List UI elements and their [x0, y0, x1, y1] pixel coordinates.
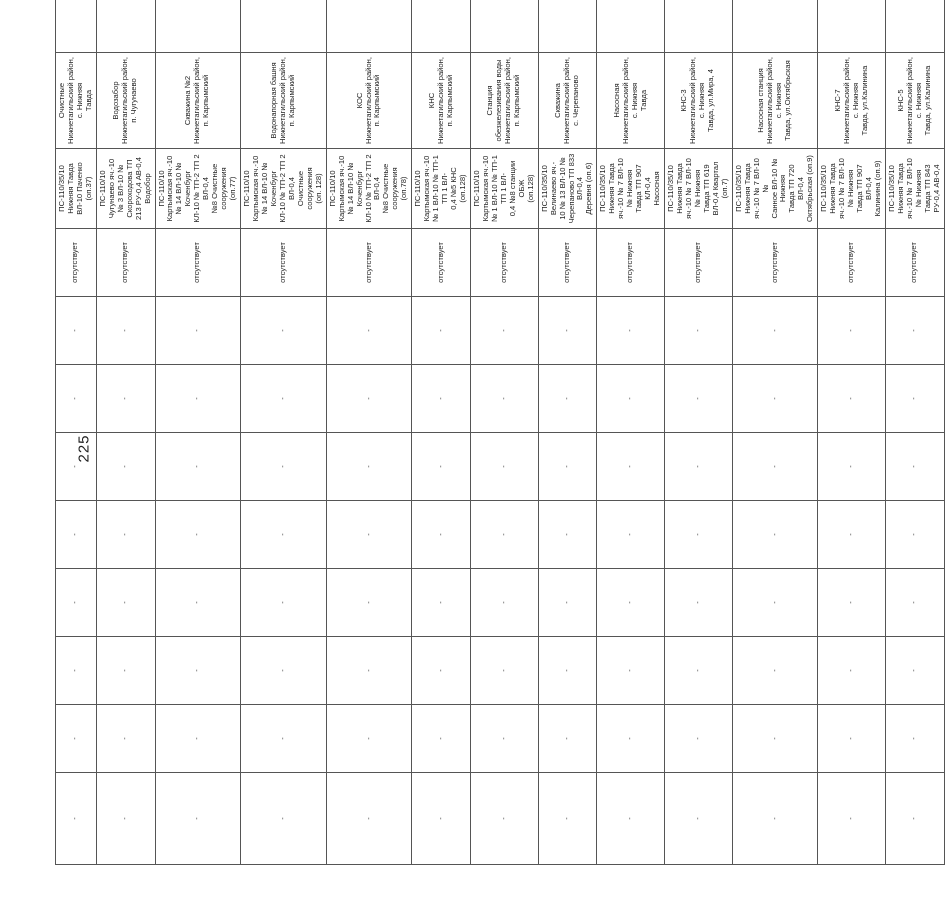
supply-source-cell: ПС-110/10 Картымская яч.-10 № 1 ВЛ-10 № ТП-1 ТП 1 ВЛ- 0,4 №8 станции ОБЖ (оп.128)	[470, 149, 538, 229]
status-cell: отсутствует	[96, 229, 155, 297]
dash-cell: -	[326, 501, 412, 569]
status-cell: отсутствует	[470, 229, 538, 297]
object-cell: Насосная станция Нижнетагильский район, с. Нижняя Тавда, ул.Октябрьская	[732, 53, 818, 149]
dash-cell: -	[597, 501, 665, 569]
table-row	[241, 0, 327, 865]
margin-cell	[597, 0, 665, 53]
dash-cell: -	[412, 569, 471, 637]
supply-source-cell: ПС-110/10 Картымская яч.-10 № 14 ВЛ-10 № Коченбург КЛ-10 № ТП-2 ТП 2 ВЛ-0,4 №8 Очистные сооружения (оп.77)	[155, 149, 241, 229]
dash-cell: -	[241, 705, 327, 773]
table-row	[732, 0, 818, 865]
dash-cell: -	[538, 569, 597, 637]
dash-cell: -	[56, 637, 97, 705]
dash-cell: -	[470, 773, 538, 865]
dash-cell: -	[56, 773, 97, 865]
dash-cell: -	[412, 297, 471, 365]
dash-cell: -	[885, 773, 944, 865]
dash-cell: -	[732, 705, 818, 773]
object-cell: Скважина №2 Нижнетагильский район, п. Карпымский	[155, 53, 241, 149]
dash-cell: -	[885, 433, 944, 501]
dash-cell: -	[732, 637, 818, 705]
supply-source-cell: ПС-110/35/10 Нижняя Тавда ВЛ-10 Паченко (оп.37)	[56, 149, 97, 229]
dash-cell: -	[597, 433, 665, 501]
dash-cell: -	[597, 773, 665, 865]
dash-cell: -	[470, 569, 538, 637]
dash-cell: -	[538, 501, 597, 569]
margin-cell	[412, 0, 471, 53]
dash-cell: -	[155, 297, 241, 365]
dash-cell: -	[326, 365, 412, 433]
dash-cell: -	[241, 433, 327, 501]
object-cell: КОС Нижнетагильский район, п. Карпымский	[326, 53, 412, 149]
dash-cell: -	[818, 365, 886, 433]
dash-cell: -	[470, 705, 538, 773]
dash-cell: -	[538, 773, 597, 865]
dash-cell: -	[818, 773, 886, 865]
dash-cell: -	[538, 433, 597, 501]
table-row	[665, 0, 733, 865]
dash-cell: -	[885, 501, 944, 569]
dash-cell: -	[96, 365, 155, 433]
table-row	[597, 0, 665, 865]
dash-cell: -	[885, 705, 944, 773]
dash-cell: -	[665, 637, 733, 705]
dash-cell: -	[412, 637, 471, 705]
dash-cell: -	[818, 433, 886, 501]
page-number: 225	[75, 434, 93, 463]
object-cell: КНС-5 Нижнетагильский район, с. Нижняя Тавда, ул.Калинина	[885, 53, 944, 149]
margin-cell	[56, 0, 97, 53]
dash-cell: -	[732, 297, 818, 365]
margin-cell	[326, 0, 412, 53]
status-cell: отсутствует	[241, 229, 327, 297]
dash-cell: -	[665, 501, 733, 569]
dash-cell: -	[155, 501, 241, 569]
dash-cell: -	[326, 773, 412, 865]
table-row	[326, 0, 412, 865]
dash-cell: -	[818, 569, 886, 637]
dash-cell: -	[412, 773, 471, 865]
dash-cell: -	[732, 501, 818, 569]
dash-cell: -	[597, 569, 665, 637]
margin-cell	[885, 0, 944, 53]
margin-cell	[665, 0, 733, 53]
dash-cell: -	[241, 297, 327, 365]
dash-cell: -	[818, 705, 886, 773]
supply-source-cell: ПС-110/10 Картымская яч.-10 № 14 ВЛ-10 № Коченбург КЛ-10 № ТП-2 ТП 2 ВЛ-0,4 Очистные сооружения (оп. 128)	[241, 149, 327, 229]
supply-source-cell: ПС-110/35/10 Нижняя Тавда яч.-10 № 7 ВЛ-10 № Нижняя Тавда ТП 843 РУ-0,4 АВ-0,4	[885, 149, 944, 229]
dash-cell: -	[665, 365, 733, 433]
object-cell: Скважина Нижнетагильский район, с. Черепаново	[538, 53, 597, 149]
status-cell: отсутствует	[326, 229, 412, 297]
table-row	[412, 0, 471, 865]
dash-cell: -	[241, 501, 327, 569]
supply-source-cell: ПС-110/35/10 Нижняя Тавда яч.-10 № 7 ВЛ-10 № Санное ВЛ-10 № Нижняя Тавда ТП 720 ВЛ-0,4 Октябрьская (оп.9)	[732, 149, 818, 229]
margin-cell	[818, 0, 886, 53]
supply-source-cell: ПС-110/35/10 Нижняя Тавда яч.-10 № 7 ВЛ-10 № Нижняя Тавда ТП 907 ВЛ-0,4 Калинина (оп.9)	[818, 149, 886, 229]
object-cell: Станция обезжелезивания воды Нижнетагильский район, п. Карпымский	[470, 53, 538, 149]
object-cell: Очистные Нижнетагильский район, с. Нижняя Тавда	[56, 53, 97, 149]
dash-cell: -	[96, 569, 155, 637]
dash-cell: -	[155, 637, 241, 705]
dash-cell: -	[326, 297, 412, 365]
supply-source-cell: ПС-110/35/10 Нижняя Тавда яч.-10 № 7 ВЛ-10 № Нижняя Тавда ТП 907 КЛ-0,4 Насосная	[597, 149, 665, 229]
dash-cell: -	[96, 501, 155, 569]
dash-cell: -	[470, 637, 538, 705]
dash-cell: -	[241, 365, 327, 433]
dash-cell: -	[412, 501, 471, 569]
table-row	[470, 0, 538, 865]
margin-cell	[732, 0, 818, 53]
status-cell: отсутствует	[597, 229, 665, 297]
dash-cell: -	[597, 365, 665, 433]
status-cell: отсутствует	[155, 229, 241, 297]
dash-cell: -	[538, 297, 597, 365]
dash-cell: -	[96, 637, 155, 705]
dash-cell: -	[96, 297, 155, 365]
dash-cell: -	[155, 773, 241, 865]
dash-cell: -	[732, 433, 818, 501]
margin-cell	[470, 0, 538, 53]
status-cell: отсутствует	[732, 229, 818, 297]
dash-cell: -	[241, 569, 327, 637]
dash-cell: -	[818, 637, 886, 705]
margin-cell	[155, 0, 241, 53]
table-row	[96, 0, 155, 865]
dash-cell: -	[665, 705, 733, 773]
dash-cell: -	[885, 637, 944, 705]
dash-cell: -	[326, 637, 412, 705]
dash-cell: -	[96, 773, 155, 865]
status-cell: отсутствует	[412, 229, 471, 297]
dash-cell: -	[56, 365, 97, 433]
dash-cell: -	[665, 433, 733, 501]
rotated-table-container	[55, 45, 941, 865]
power-supply-table	[55, 0, 945, 865]
dash-cell: -	[470, 365, 538, 433]
object-cell: Водозабор Нижнетагильский район, п. Чугунаево	[96, 53, 155, 149]
dash-cell: -	[470, 297, 538, 365]
dash-cell: -	[538, 705, 597, 773]
dash-cell: -	[155, 365, 241, 433]
dash-cell: -	[538, 365, 597, 433]
dash-cell: -	[538, 637, 597, 705]
dash-cell: -	[56, 433, 97, 501]
supply-source-cell: ПС-110/10 Картымская яч.-10 № 1 ВЛ-10 № ТП-1 ТП 1 ВЛ- 0,4 №5 КНС (оп.128)	[412, 149, 471, 229]
dash-cell: -	[412, 433, 471, 501]
dash-cell: -	[885, 297, 944, 365]
dash-cell: -	[732, 365, 818, 433]
dash-cell: -	[56, 705, 97, 773]
dash-cell: -	[412, 365, 471, 433]
dash-cell: -	[885, 569, 944, 637]
dash-cell: -	[56, 501, 97, 569]
dash-cell: -	[326, 433, 412, 501]
object-cell: Водонапорная башня Нижнетагильский район, п. Карпымский	[241, 53, 327, 149]
dash-cell: -	[597, 637, 665, 705]
object-cell: Насосная Нижнетагильский район, с. Нижняя Тавда	[597, 53, 665, 149]
dash-cell: -	[155, 433, 241, 501]
table-body	[56, 0, 945, 865]
dash-cell: -	[241, 773, 327, 865]
object-cell: КНС-3 Нижнетагильский район, с. Нижняя Тавда, ул.Мира, 4	[665, 53, 733, 149]
dash-cell: -	[470, 501, 538, 569]
dash-cell: -	[241, 637, 327, 705]
dash-cell: -	[56, 297, 97, 365]
dash-cell: -	[412, 705, 471, 773]
object-cell: КНС Нижнетагильский район, п. Карпымский	[412, 53, 471, 149]
table-row	[818, 0, 886, 865]
supply-source-cell: ПС-110/10 Чугунаево яч.-10 № 3 ВЛ-10 № Скороходова ТП 213 РУ-0,4 АВ-0,4 Водобор	[96, 149, 155, 229]
table-row	[885, 0, 944, 865]
dash-cell: -	[56, 569, 97, 637]
dash-cell: -	[597, 705, 665, 773]
dash-cell: -	[155, 705, 241, 773]
table-row	[56, 0, 97, 865]
dash-cell: -	[818, 501, 886, 569]
dash-cell: -	[818, 297, 886, 365]
status-cell: отсутствует	[885, 229, 944, 297]
table-row	[538, 0, 597, 865]
status-cell: отсутствует	[665, 229, 733, 297]
dash-cell: -	[597, 297, 665, 365]
dash-cell: -	[732, 569, 818, 637]
dash-cell: -	[665, 773, 733, 865]
status-cell: отсутствует	[56, 229, 97, 297]
supply-source-cell: ПС-110/10 Картымская яч.-10 № 14 ВЛ-10 № Коченбург КЛ-10 № ТП-2 ТП 2 ВЛ-0,4 №8 Очистные сооружения (оп.78)	[326, 149, 412, 229]
margin-cell	[538, 0, 597, 53]
supply-source-cell: ПС-110/35/10 Нижняя Тавда яч.-10 № 7 ВЛ-10 № Нижняя Тавда ТП 619 ВЛ-0,4 Квартал (оп.7)	[665, 149, 733, 229]
dash-cell: -	[96, 433, 155, 501]
dash-cell: -	[665, 569, 733, 637]
dash-cell: -	[732, 773, 818, 865]
margin-cell	[96, 0, 155, 53]
table-row	[155, 0, 241, 865]
margin-cell	[241, 0, 327, 53]
dash-cell: -	[326, 569, 412, 637]
status-cell: отсутствует	[818, 229, 886, 297]
dash-cell: -	[326, 705, 412, 773]
dash-cell: -	[155, 569, 241, 637]
dash-cell: -	[885, 365, 944, 433]
object-cell: КНС-7 Нижнетагильский район, с. Нижняя Тавда, ул.Калинина	[818, 53, 886, 149]
status-cell: отсутствует	[538, 229, 597, 297]
dash-cell: -	[96, 705, 155, 773]
supply-source-cell: ПС-110/35/10 Велинаево яч.- 10 № 13 ВЛ-10 № Черепаново ТП 833 ВЛ-0,4 Деревня (оп.6)	[538, 149, 597, 229]
dash-cell: -	[470, 433, 538, 501]
dash-cell: -	[665, 297, 733, 365]
